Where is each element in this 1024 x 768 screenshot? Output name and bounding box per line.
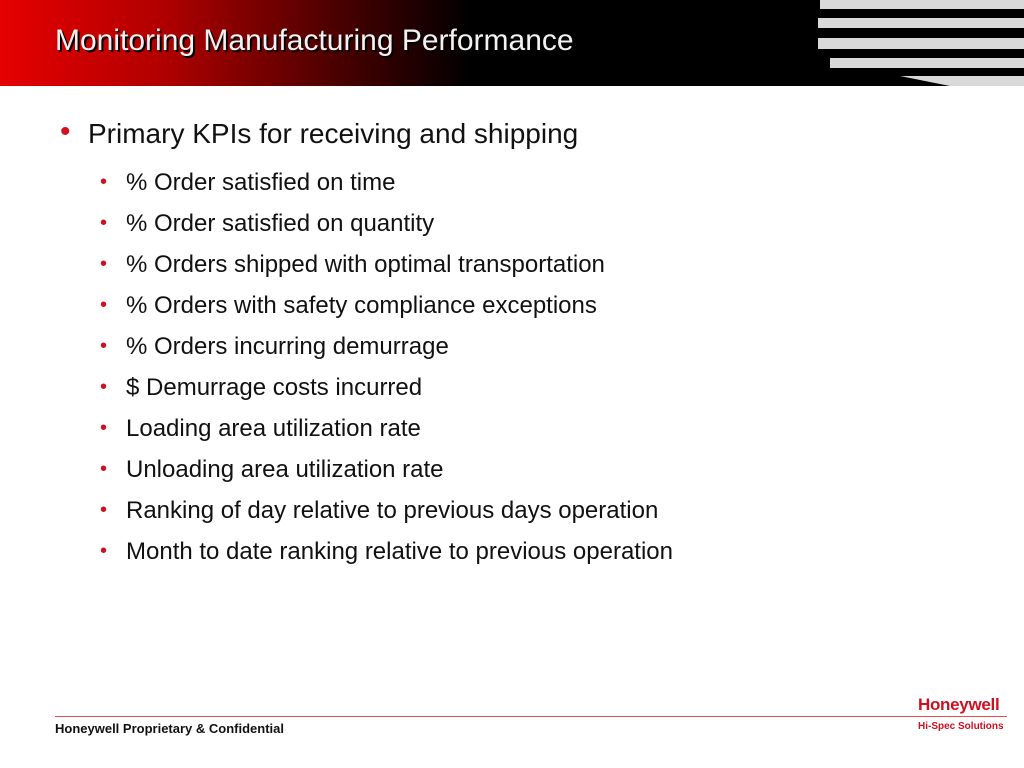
banner-stripe: [830, 58, 1024, 68]
list-item: • % Order satisfied on time: [100, 168, 396, 196]
list-item: • Month to date ranking relative to previous operation: [100, 537, 673, 565]
bullet-icon: •: [100, 253, 108, 275]
bullet-icon: •: [100, 212, 108, 234]
bullet-icon: •: [100, 417, 108, 439]
banner-stripe: [818, 18, 1024, 28]
slide-title: Monitoring Manufacturing Performance: [55, 24, 574, 57]
confidential-notice: Honeywell Proprietary & Confidential: [55, 721, 284, 736]
banner-stripe: [900, 76, 1024, 86]
kpi-list: [60, 162, 1000, 572]
bullet-icon: •: [100, 458, 108, 480]
banner-stripe: [818, 38, 1024, 49]
bullet-icon: •: [100, 171, 108, 193]
honeywell-logo: Honeywell: [918, 695, 1000, 714]
footer-divider: [55, 716, 1007, 717]
bullet-icon: •: [100, 499, 108, 521]
list-item: • Loading area utilization rate: [100, 414, 421, 442]
list-item: • % Orders with safety compliance exceptions: [100, 291, 597, 319]
list-item: • Ranking of day relative to previous days operation: [100, 496, 659, 524]
bullet-icon: •: [100, 540, 108, 562]
banner-stripe: [820, 0, 1024, 9]
bullet-icon: •: [100, 335, 108, 357]
main-bullet: [60, 112, 1000, 162]
list-item: • % Order satisfied on quantity: [100, 209, 435, 237]
list-item: • % Orders incurring demurrage: [100, 332, 449, 360]
bullet-icon: •: [60, 115, 71, 148]
title-banner: [0, 0, 1024, 86]
list-item: • % Orders shipped with optimal transportation: [100, 250, 605, 278]
main-bullet-text: Primary KPIs for receiving and shipping: [88, 118, 579, 149]
brand-tagline: Hi-Spec Solutions: [918, 721, 1004, 732]
slide-content: [60, 112, 1000, 572]
bullet-icon: •: [100, 376, 108, 398]
bullet-icon: •: [100, 294, 108, 316]
list-item: • Unloading area utilization rate: [100, 455, 444, 483]
list-item: • $ Demurrage costs incurred: [100, 373, 423, 401]
